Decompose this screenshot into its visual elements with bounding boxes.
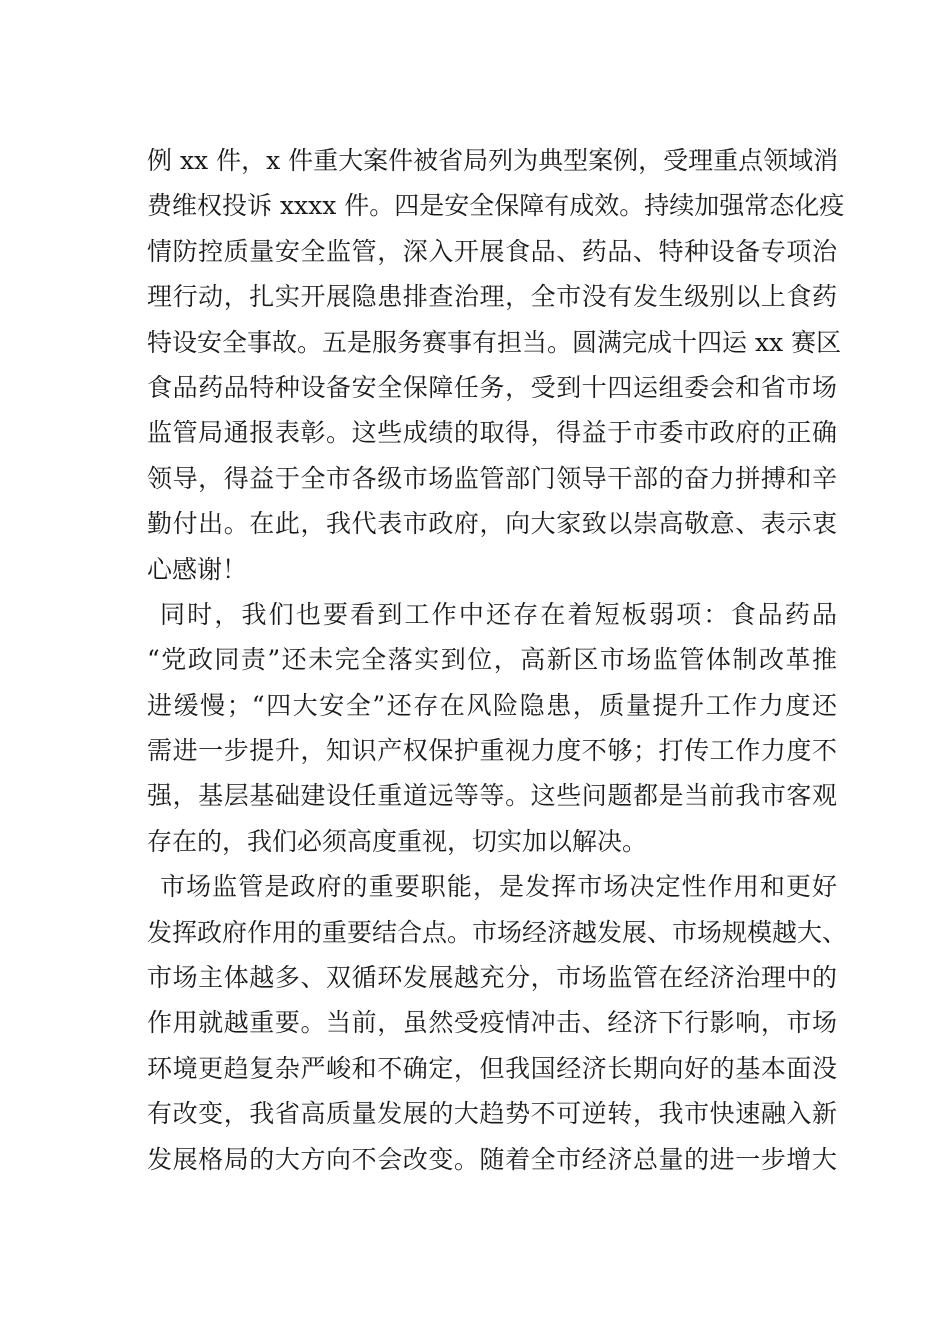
paragraph-2-line-1: 同时，我们也要看到工作中还存在着短板弱项：食品药品 bbox=[160, 599, 837, 629]
paragraph-1-line-10: 心感谢！ bbox=[147, 554, 248, 584]
paragraph-2-line-6: 存在的，我们必须高度重视，切实加以解决。 bbox=[147, 826, 648, 856]
paragraph-3-line-7: 发展格局的大方向不会改变。随着全市经济总量的进一步增大 bbox=[147, 1144, 837, 1174]
paragraph-1-line-9: 勤付出。在此，我代表市政府，向大家致以崇高敬意、表示衷 bbox=[147, 509, 837, 539]
paragraph-3-line-6: 有改变，我省高质量发展的大趋势不可逆转，我市快速融入新 bbox=[147, 1099, 837, 1129]
paragraph-1-line-6: 食品药品特种设备安全保障任务，受到十四运组委会和省市场 bbox=[147, 372, 837, 402]
paragraph-1-line-5: 特设安全事故。五是服务赛事有担当。圆满完成十四运 xx 赛区 bbox=[147, 327, 842, 357]
paragraph-1-line-2: 费维权投诉 xxxx 件。四是安全保障有成效。持续加强常态化疫 bbox=[147, 191, 845, 221]
paragraph-1-line-3: 情防控质量安全监管，深入开展食品、药品、特种设备专项治 bbox=[147, 236, 837, 266]
paragraph-1-line-1: 例 xx 件，x 件重大案件被省局列为典型案例，受理重点领域消 bbox=[147, 146, 839, 175]
paragraph-1-line-4: 理行动，扎实开展隐患排查治理，全市没有发生级别以上食药 bbox=[147, 282, 837, 312]
document-body bbox=[147, 138, 848, 1182]
paragraph-3-line-3: 市场主体越多、双循环发展越充分，市场监管在经济治理中的 bbox=[147, 963, 837, 993]
paragraph-2-line-2: “党政同责”还未完全落实到位，高新区市场监管体制改革推 bbox=[147, 645, 837, 675]
paragraph-3-line-1: 市场监管是政府的重要职能，是发挥市场决定性作用和更好 bbox=[160, 872, 837, 902]
paragraph-2-line-5: 强，基层基础建设任重道远等等。这些问题都是当前我市客观 bbox=[147, 781, 837, 811]
paragraph-1-line-7: 监管局通报表彰。这些成绩的取得，得益于市委市政府的正确 bbox=[147, 418, 837, 448]
paragraph-3-line-5: 环境更趋复杂严峻和不确定，但我国经济长期向好的基本面没 bbox=[147, 1053, 837, 1083]
paragraph-3-line-2: 发挥政府作用的重要结合点。市场经济越发展、市场规模越大、 bbox=[147, 917, 848, 947]
paragraph-2-line-3: 进缓慢；“四大安全”还存在风险隐患，质量提升工作力度还 bbox=[147, 690, 837, 720]
paragraph-2-line-4: 需进一步提升，知识产权保护重视力度不够；打传工作力度不 bbox=[147, 736, 837, 766]
paragraph-1-line-8: 领导，得益于全市各级市场监管部门领导干部的奋力拼搏和辛 bbox=[147, 463, 837, 493]
paragraph-3-line-4: 作用就越重要。当前，虽然受疫情冲击、经济下行影响，市场 bbox=[147, 1008, 837, 1038]
